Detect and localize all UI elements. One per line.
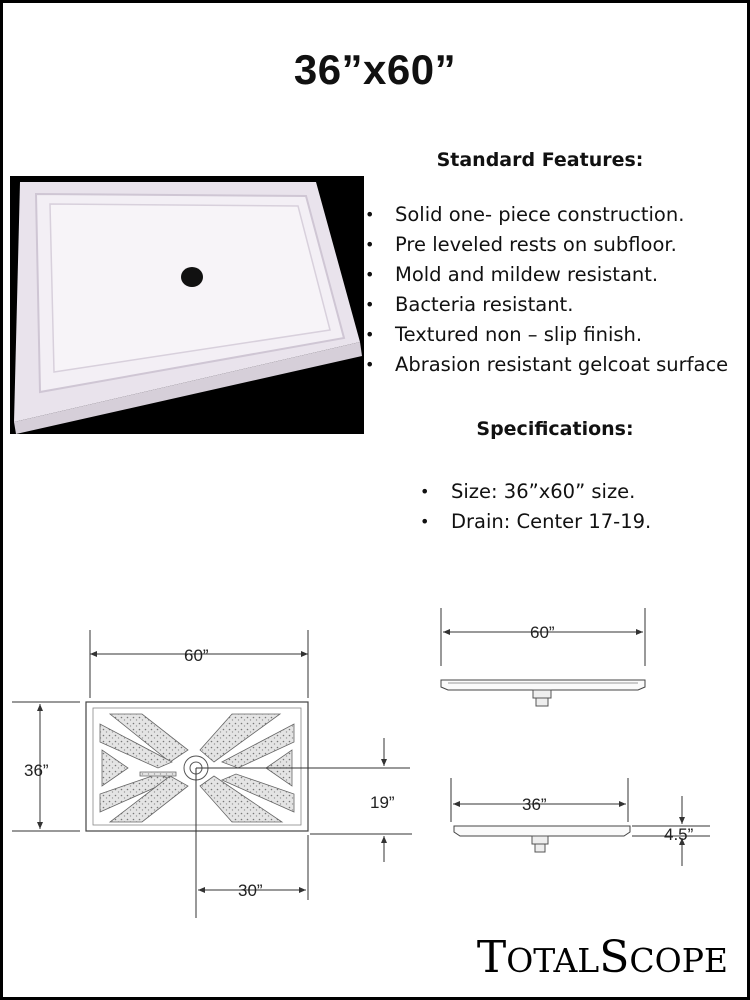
feature-item: • Bacteria resistant.: [362, 290, 742, 320]
technical-drawings: [0, 590, 750, 920]
feature-item: • Pre leveled rests on subfloor.: [362, 230, 742, 260]
feature-item: • Abrasion resistant gelcoat surface: [362, 350, 742, 380]
page-title: 36”x60”: [293, 46, 457, 93]
specifications-heading: Specifications:: [476, 418, 634, 440]
drain-distance-label: 19”: [370, 793, 395, 812]
dimension-drawing: [0, 590, 750, 920]
specifications-list: [418, 477, 718, 537]
plan-depth-label: 36”: [24, 761, 49, 780]
feature-item: • Textured non – slip finish.: [362, 320, 742, 350]
feature-item: • Mold and mildew resistant.: [362, 260, 742, 290]
totalscope-logo: TOTALSCOPE: [476, 932, 728, 983]
side-width-label: 36”: [522, 795, 547, 814]
front-width-label: 60”: [530, 623, 555, 642]
plan-view: [12, 630, 412, 918]
height-label: 4.5”: [664, 825, 694, 844]
product-photo: [10, 176, 364, 434]
plan-width-label: 60”: [184, 646, 209, 665]
drain-side-label: 30”: [238, 881, 263, 900]
side-view: [451, 778, 710, 866]
standard-features-list: [362, 200, 742, 380]
spec-item: • Size: 36”x60” size.: [418, 477, 718, 507]
spec-item: • Drain: Center 17-19.: [418, 507, 718, 537]
feature-item: • Solid one- piece construction.: [362, 200, 742, 230]
standard-features-heading: Standard Features:: [436, 149, 644, 171]
shower-base-image: [10, 176, 364, 434]
